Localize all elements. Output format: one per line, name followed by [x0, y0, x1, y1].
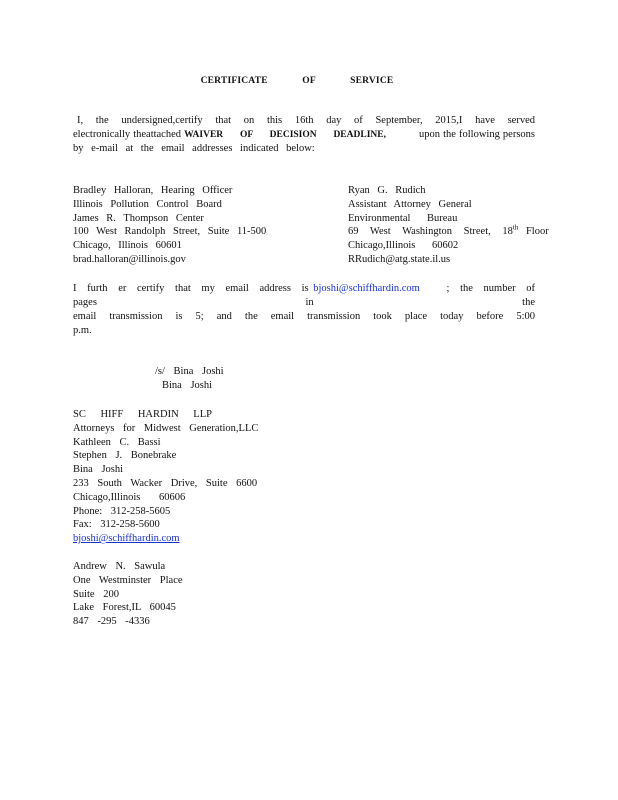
certify-line-1-end: ; the number of pages in the [73, 283, 536, 308]
recipient-rudich [348, 184, 549, 267]
intro-line-2-end: upon the following persons [419, 129, 535, 140]
certify-line-1 [73, 282, 535, 310]
intro-line-3: by e-mail at the email addresses indicated below: [73, 143, 315, 154]
intro-line-1: I, the undersigned,certify that on this 16th day of September, 2015,I have served [77, 115, 535, 126]
firm-line: Chicago,Illinois 60606 [73, 491, 186, 503]
firm-line: Attorneys for Midwest Generation,LLC [73, 422, 259, 434]
intro-line-2 [73, 128, 535, 142]
sawula-line: Andrew N. Sawula [73, 561, 166, 572]
firm-line: Bina Joshi [73, 464, 124, 476]
recipient-left-email: brad.halloran@illinois.gov [73, 253, 186, 265]
certify-paragraph [73, 282, 535, 338]
sawula-line: One Westminster Place [73, 574, 183, 586]
firm-email-line [73, 532, 258, 546]
sender-email-link[interactable]: bjoshi@schiffhardin.com [313, 283, 420, 294]
recipient-left-line: Chicago, Illinois 60601 [73, 240, 182, 252]
firm-line: Stephen J. Bonebrake [73, 450, 177, 462]
recipient-left-line: James R. Thompson Center [73, 212, 204, 224]
recipient-right-line: Assistant Attorney General [348, 198, 472, 210]
address-street: 69 West Washington Street, 18 [348, 226, 513, 238]
firm-phone: Phone: 312-258-5605 [73, 505, 171, 517]
recipient-right-line: Chicago,Illinois 60602 [348, 240, 459, 252]
sawula-block [73, 560, 183, 629]
firm-line: Kathleen C. Bassi [73, 436, 161, 448]
document-title: CERTIFICATE OF SERVICE [200, 76, 394, 86]
intro-line-2-text: electronically theattached [73, 129, 182, 140]
recipient-left-line: Illinois Pollution Control Board [73, 198, 222, 210]
firm-fax: Fax: 312-258-5600 [73, 519, 160, 531]
firm-email-link[interactable]: bjoshi@schiffhardin.com [73, 533, 180, 545]
intro-paragraph [73, 114, 535, 156]
signature-name: Bina Joshi [162, 380, 213, 391]
recipient-left-line: 100 West Randolph Street, Suite 11-500 [73, 226, 267, 238]
document-name-bold: WAIVER OF DECISION DEADLINE, [184, 130, 386, 140]
recipient-left-line: Bradley Halloran, Hearing Officer [73, 185, 233, 196]
recipient-right-line: Ryan G. Rudich [348, 185, 426, 196]
recipient-right-line: Environmental Bureau [348, 212, 458, 224]
recipient-halloran [73, 184, 266, 267]
certify-line-2: email transmission is 5; and the email transmission took place today before 5:00 p.m. [73, 311, 535, 336]
sawula-phone: 847 -295 -4336 [73, 616, 150, 628]
ordinal-suffix: th [512, 223, 519, 232]
sawula-line: Lake Forest,IL 60045 [73, 602, 176, 614]
address-floor: Floor [525, 226, 549, 238]
signature-line: /s/ Bina Joshi [155, 366, 224, 377]
sawula-line: Suite 200 [73, 588, 119, 600]
recipient-right-address [348, 225, 549, 239]
certify-line-1-text: I furth er certify that my email address is [73, 283, 309, 294]
firm-name: SC HIFF HARDIN LLP [73, 409, 212, 420]
recipient-right-email: RRudich@atg.state.il.us [348, 253, 451, 265]
firm-line: 233 South Wacker Drive, Suite 6600 [73, 477, 258, 489]
firm-block [73, 408, 258, 546]
